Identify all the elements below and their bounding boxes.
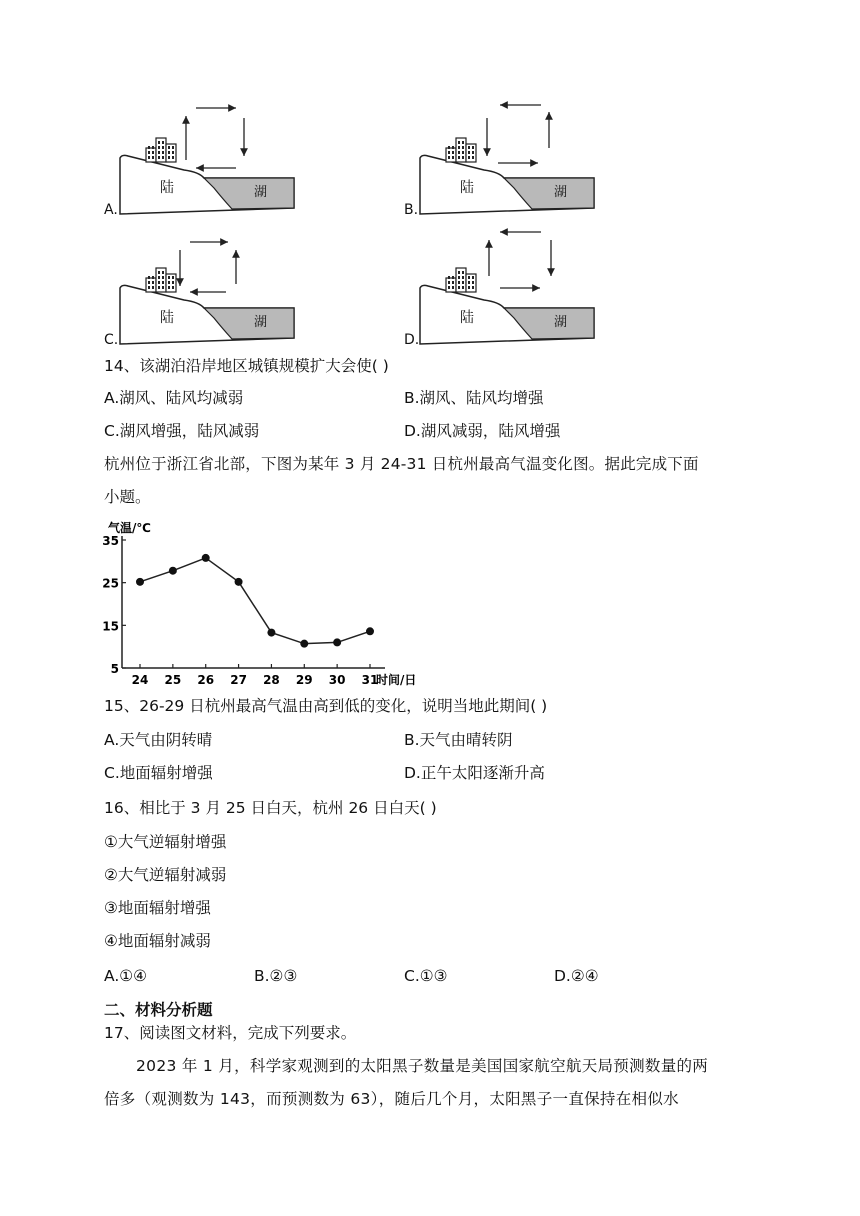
lake-label: 湖: [254, 315, 268, 330]
option-letter: B.: [404, 202, 419, 218]
land-label: 陆: [160, 310, 174, 326]
q14-option-c[interactable]: C.湖风增强，陆风减弱: [104, 422, 260, 440]
q15-option-c[interactable]: C.地面辐射增强: [104, 764, 213, 782]
q16-option-c[interactable]: C.①③: [404, 967, 448, 985]
y-tick-label: 5: [110, 662, 119, 676]
data-point: [235, 578, 243, 586]
y-tick-label: 35: [102, 534, 119, 548]
breeze-diagram-b[interactable]: [404, 96, 604, 221]
q15-option-a[interactable]: A.天气由阴转晴: [104, 731, 213, 749]
q16-item-3: ③地面辐射增强: [104, 899, 211, 917]
q14-option-a[interactable]: A.湖风、陆风均减弱: [104, 389, 244, 407]
q16-item-4: ④地面辐射减弱: [104, 932, 211, 950]
q16-option-b[interactable]: B.②③: [254, 967, 298, 985]
x-tick-label: 29: [295, 673, 313, 687]
y-axis-label: 气温/℃: [108, 521, 151, 535]
y-tick-label: 15: [102, 619, 119, 634]
q17-paragraph-line-1: 2023 年 1 月，科学家观测到的太阳黑子数量是美国国家航空航天局预测数量的两: [136, 1057, 709, 1075]
y-tick-label: 25: [102, 576, 119, 591]
lake-label: 湖: [254, 185, 268, 200]
breeze-diagram-c[interactable]: [104, 230, 304, 355]
q14-stem: 14、该湖泊沿岸地区城镇规模扩大会使( ): [104, 357, 389, 375]
lake-label: 湖: [554, 185, 568, 200]
q16-stem: 16、相比于 3 月 25 日白天，杭州 26 日白天( ): [104, 799, 437, 817]
x-tick-label: 27: [230, 673, 247, 687]
data-point: [366, 627, 374, 635]
data-point: [300, 640, 308, 648]
x-axis-label: 时间/日: [376, 673, 417, 687]
x-tick-label: 24: [131, 673, 149, 687]
option-letter: A.: [104, 202, 118, 218]
data-point: [202, 554, 210, 562]
q14-option-b[interactable]: B.湖风、陆风均增强: [404, 389, 544, 407]
x-tick-label: 31: [361, 673, 379, 687]
land-label: 陆: [160, 180, 174, 196]
x-tick-label: 26: [197, 673, 215, 687]
q15-option-d[interactable]: D.正午太阳逐渐升高: [404, 764, 545, 782]
q16-item-2: ②大气逆辐射减弱: [104, 866, 227, 884]
temperature-chart: [100, 518, 417, 688]
option-letter: C.: [104, 332, 119, 348]
q16-item-1: ①大气逆辐射增强: [104, 833, 227, 851]
option-letter: D.: [404, 332, 420, 348]
breeze-diagram-d[interactable]: [404, 230, 604, 355]
x-tick-label: 28: [263, 673, 280, 687]
data-point: [267, 629, 275, 637]
section-title: 二、材料分析题: [104, 1001, 213, 1019]
breeze-diagram-a[interactable]: [104, 96, 304, 221]
q17-paragraph-line-2: 倍多（观测数为 143，而预测数为 63），随后几个月，太阳黑子一直保持在相似水: [104, 1090, 679, 1108]
lake-label: 湖: [554, 315, 568, 330]
q15-stem: 15、26-29 日杭州最高气温由高到低的变化，说明当地此期间( ): [104, 697, 548, 715]
q16-option-d[interactable]: D.②④: [554, 967, 599, 985]
intro-line-2: 小题。: [104, 488, 151, 506]
q15-option-b[interactable]: B.天气由晴转阴: [404, 731, 513, 749]
intro-line-1: 杭州位于浙江省北部，下图为某年 3 月 24-31 日杭州最高气温变化图。据此完成下面: [104, 455, 699, 473]
q17-stem: 17、阅读图文材料，完成下列要求。: [104, 1024, 357, 1042]
data-point: [169, 567, 177, 575]
data-point: [333, 638, 341, 646]
q14-option-d[interactable]: D.湖风减弱，陆风增强: [404, 422, 561, 440]
q16-option-a[interactable]: A.①④: [104, 967, 148, 985]
land-label: 陆: [460, 310, 474, 326]
data-point: [136, 578, 144, 586]
land-label: 陆: [460, 180, 474, 196]
x-tick-label: 25: [164, 673, 182, 687]
x-tick-label: 30: [328, 673, 346, 687]
